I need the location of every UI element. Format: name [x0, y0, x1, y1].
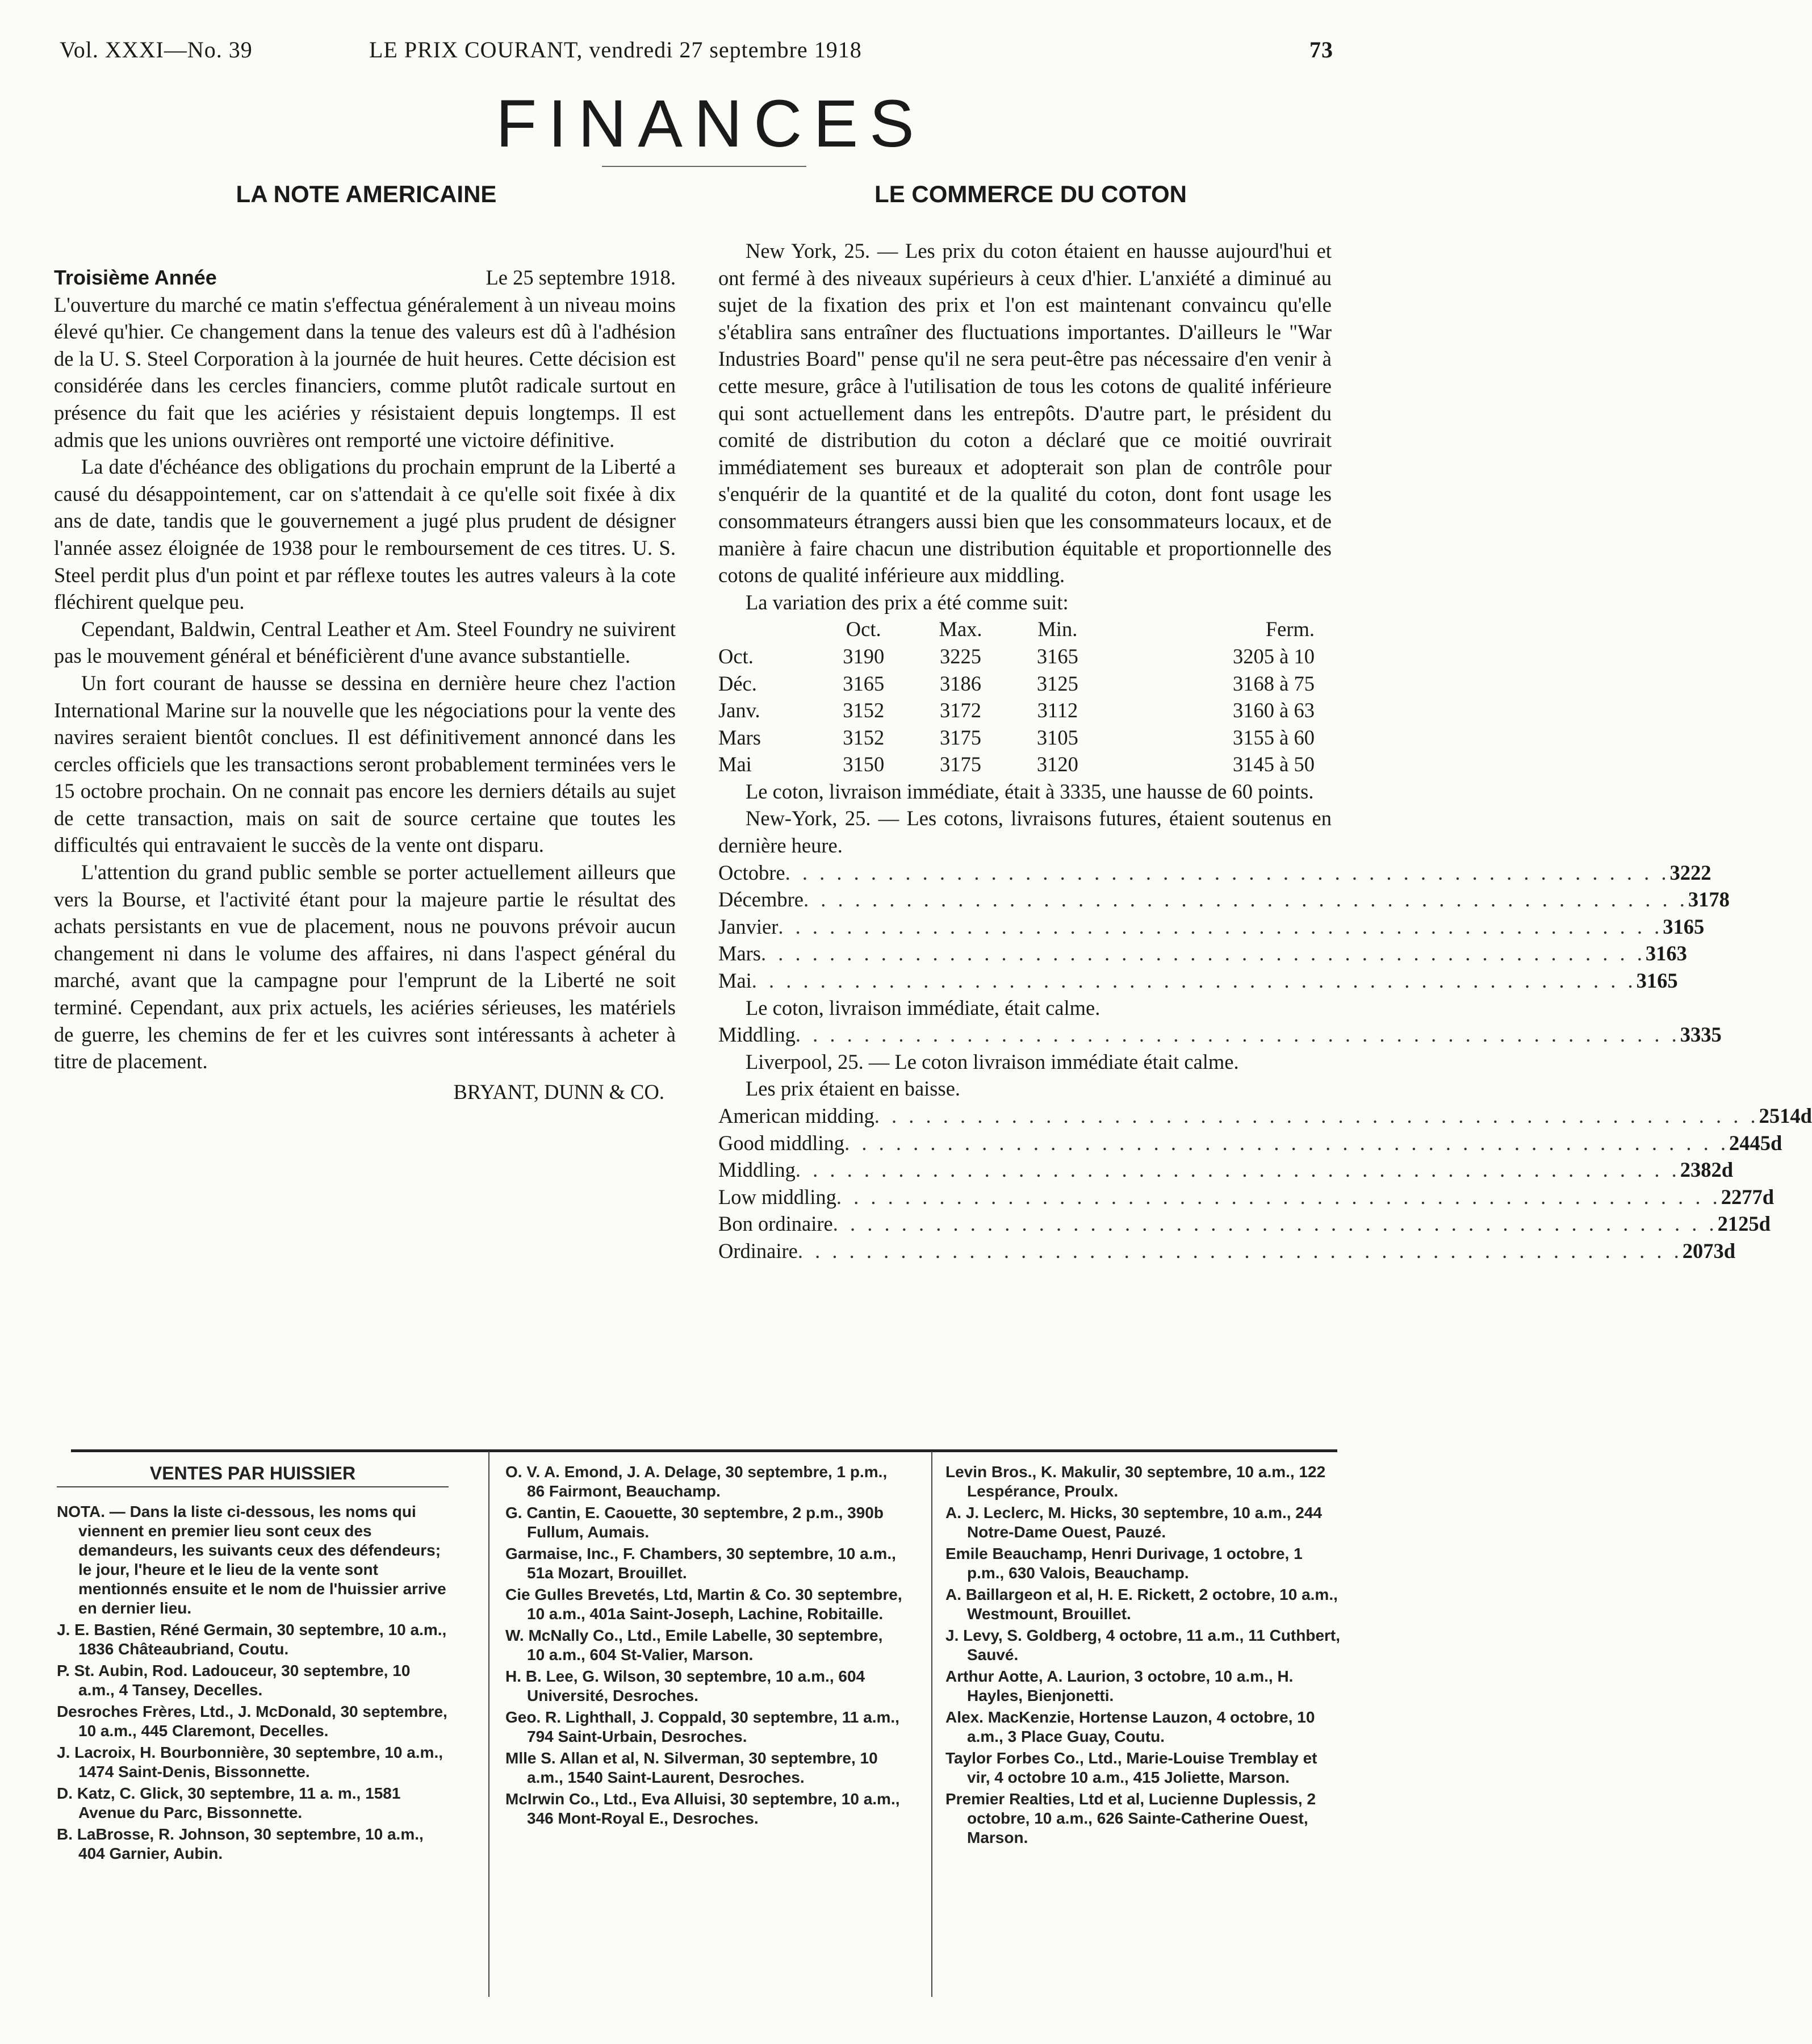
- table-header-row: [718, 616, 1332, 643]
- dot-leader: . . . . . . . . . . . . . . . . . . . . . . . . . . . . . . . . . . . . . . . . . . . . . . . . . . . .: [761, 942, 1646, 965]
- page-number: 73: [1309, 37, 1333, 62]
- dot-leader: . . . . . . . . . . . . . . . . . . . . . . . . . . . . . . . . . . . . . . . . . . . . . . . . . . . .: [795, 1023, 1680, 1047]
- futures-value: 3165: [1636, 969, 1678, 993]
- paragraph: Le coton, livraison immédiate, était calme.: [746, 996, 1100, 1019]
- publication-line: LE PRIX COURANT, vendredi 27 septembre 1918: [369, 37, 862, 62]
- paragraph: L'ouverture du marché ce matin s'effectua généralement à un niveau moins élevé qu'hier. Ce changement dans la tenue des valeurs est dû à l'adhésion de la U. S. Steel Corporation à la journée de huit heures. Cette décision est considérée dans les cercles financiers, comme plutôt radicale surtout en présence du fait que les aciéries y résistaient depuis longtemps. Il est admis que les unions ouvrières ont remporté une victoire définitive.: [54, 292, 676, 452]
- futures-value: 3178: [1688, 888, 1730, 912]
- middling-label: Middling: [718, 1023, 796, 1047]
- futures-value: 3165: [1663, 914, 1705, 938]
- paragraph: L'attention du grand public semble se porter actuellement ailleurs que vers la Bourse, et l'activité étant pour la majeure partie le résultat des achats persistants en vue de placement, nous ne pouvons prévoir aucun changement ni dans le volume des affaires, ni dans l'aspect général du marché, avant que la campagne pour l'emprunt de la Liberté ne soit terminé. Cependant, aux prix actuels, les aciéries sérieuses, les matériels de guerre, les chemins de fer et les cuivres sont intéressants à acheter à titre de placement.: [54, 860, 676, 1073]
- list-item: H. B. Lee, G. Wilson, 30 septembre, 10 a.m., 604 Université, Desroches.: [505, 1667, 865, 1704]
- paragraph: New York, 25. — Les prix du coton étaient en hausse aujourd'hui et ont fermé à des niveaux supérieurs à ceux d'hier. L'anxiété a diminué au sujet de la fixation des prix et l'on est maintenant convaincu qu'elle s'établira sans entraîner des fluctuations importantes. D'ailleurs le "War Industries Board" pense qu'il ne sera peut-être pas nécessaire d'en venir à cette mesure, grâce à l'utilisation de tous les cotons de qualité inférieure qui sont actuellement dans les entrepôts. D'autre part, le président du comité de distribution du coton a déclaré que ce moitié ouvrirait immédiatement ses bureaux et adopterait son plan de contrôle pour s'enquérir de la quantité et de la qualité du coton, dont font usage les consommateurs étrangers aussi bien que les consommateurs locaux, et de manière à faire chacun une distribution équitable et proportionnelle des cotons de qualité inférieure aux middling.: [718, 239, 1332, 587]
- futures-value: 3222: [1669, 860, 1711, 884]
- list-item: J. Lacroix, H. Bourbonnière, 30 septembre, 10 a.m., 1474 Saint-Denis, Bissonnette.: [57, 1744, 443, 1780]
- table-cell: Mars: [718, 725, 761, 749]
- table-row: [718, 643, 1332, 670]
- ventes-column-1: [57, 1462, 449, 1866]
- futures-label: Mars: [718, 942, 761, 965]
- list-item: J. Levy, S. Goldberg, 4 octobre, 11 a.m., 11 Cuthbert, Sauvé.: [945, 1627, 1341, 1663]
- liverpool-label: Middling: [718, 1158, 796, 1182]
- liverpool-label: American midding: [718, 1104, 874, 1127]
- list-item: D. Katz, C. Glick, 30 septembre, 11 a. m., 1581 Avenue du Parc, Bissonnette.: [57, 1784, 401, 1821]
- futures-label: Décembre: [718, 888, 804, 912]
- table-cell: 3165: [1036, 644, 1078, 668]
- liverpool-label: Bon ordinaire: [718, 1212, 833, 1236]
- table-cell: 3190: [843, 644, 885, 668]
- table-cell: 3150: [843, 753, 885, 776]
- liverpool-label: Low middling: [718, 1185, 836, 1209]
- list-item: Levin Bros., K. Makulir, 30 septembre, 10 a.m., 122 Lespérance, Proulx.: [945, 1463, 1326, 1500]
- table-header-cell: Ferm.: [1265, 617, 1315, 641]
- section-title: FINANCES: [496, 86, 926, 161]
- table-cell: 3152: [843, 699, 885, 722]
- left-article: [54, 264, 676, 1105]
- paragraph: Les prix étaient en baisse.: [746, 1077, 961, 1101]
- right-article-heading: LE COMMERCE DU COTON: [874, 181, 1187, 207]
- futures-row: [718, 913, 1705, 941]
- dot-leader: . . . . . . . . . . . . . . . . . . . . . . . . . . . . . . . . . . . . . . . . . . . . . . . . . . . .: [836, 1185, 1721, 1209]
- table-row: [718, 724, 1332, 751]
- table-cell: 3160 à 63: [1233, 699, 1315, 722]
- ventes-column-3: [945, 1462, 1343, 1850]
- list-item: W. McNally Co., Ltd., Emile Labelle, 30 septembre, 10 a.m., 604 St-Valier, Marson.: [505, 1627, 883, 1663]
- ventes-title: VENTES PAR HUISSIER: [57, 1462, 449, 1487]
- table-header-cell: Max.: [939, 617, 982, 641]
- list-item: G. Cantin, E. Caouette, 30 septembre, 2 p.m., 390b Fullum, Aumais.: [505, 1504, 884, 1541]
- list-item: Desroches Frères, Ltd., J. McDonald, 30 septembre, 10 a.m., 445 Claremont, Decelles.: [57, 1703, 447, 1740]
- table-cell: 3145 à 50: [1233, 753, 1315, 776]
- dot-leader: . . . . . . . . . . . . . . . . . . . . . . . . . . . . . . . . . . . . . . . . . . . . . . . . . . . .: [797, 1239, 1683, 1263]
- dateline: [54, 264, 676, 291]
- list-item: O. V. A. Emond, J. A. Delage, 30 septembre, 1 p.m., 86 Fairmont, Beauchamp.: [505, 1463, 888, 1500]
- liverpool-value: 2445d: [1729, 1131, 1782, 1155]
- table-header-cell: [718, 616, 816, 643]
- dot-leader: . . . . . . . . . . . . . . . . . . . . . . . . . . . . . . . . . . . . . . . . . . . . . . . . . . . .: [751, 969, 1637, 993]
- futures-value: 3163: [1645, 942, 1687, 965]
- table-cell: 3120: [1036, 753, 1078, 776]
- list-item: Mlle S. Allan et al, N. Silverman, 30 septembre, 10 a.m., 1540 Saint-Laurent, Desroches.: [505, 1749, 878, 1786]
- running-header: [60, 36, 1333, 70]
- table-cell: 3125: [1036, 671, 1078, 695]
- liverpool-value: 2382d: [1680, 1158, 1734, 1182]
- article-signature: BRYANT, DUNN & CO.: [453, 1080, 664, 1103]
- paragraph: Le coton, livraison immédiate, était à 3335, une hausse de 60 points.: [746, 779, 1314, 803]
- list-item: Cie Gulles Brevetés, Ltd, Martin & Co. 30 septembre, 10 a.m., 401a Saint-Joseph, Lachine, Robitaille.: [505, 1586, 902, 1623]
- liverpool-row: [718, 1130, 1782, 1157]
- ventes-nota: NOTA. — Dans la liste ci-dessous, les noms qui viennent en premier lieu sont ceux des demandeurs, les suivants ceux des défendeurs; le jour, l'heure et le lieu de la vente sont mentionnés ensuite et le nom de l'huissier arrive en dernier lieu.: [57, 1503, 446, 1617]
- table-cell: Oct.: [718, 644, 754, 668]
- table-cell: 3175: [940, 725, 982, 749]
- table-header-cell: Oct.: [846, 617, 881, 641]
- list-item: Emile Beauchamp, Henri Durivage, 1 octobre, 1 p.m., 630 Valois, Beauchamp.: [945, 1545, 1303, 1582]
- list-item: Alex. MacKenzie, Hortense Lauzon, 4 octobre, 10 a.m., 3 Place Guay, Coutu.: [945, 1708, 1315, 1745]
- table-cell: 3112: [1037, 699, 1078, 722]
- title-rule: [602, 166, 806, 167]
- futures-row: [718, 940, 1687, 967]
- liverpool-label: Good middling: [718, 1131, 845, 1155]
- dot-leader: . . . . . . . . . . . . . . . . . . . . . . . . . . . . . . . . . . . . . . . . . . . . . . . . . . . .: [785, 860, 1670, 884]
- middling-row: [718, 1021, 1722, 1048]
- liverpool-row: [718, 1210, 1771, 1238]
- middling-value: 3335: [1680, 1023, 1722, 1047]
- list-item: J. E. Bastien, Réné Germain, 30 septembre, 10 a.m., 1836 Châteaubriand, Coutu.: [57, 1621, 447, 1658]
- article-subheading: Troisième Année: [54, 266, 217, 289]
- paragraph: La date d'échéance des obligations du prochain emprunt de la Liberté a causé du désappointement, car on s'attendait à ce qu'elle soit fixée à dix ans de date, tandis que le gouvernement a jugé plus prudent de désigner l'année assez éloignée de 1938 pour le remboursement de ces titres. U. S. Steel perdit plus d'un point et par réflexe toutes les autres valeurs à la cote fléchirent quelque peu.: [54, 455, 676, 614]
- liverpool-row: [718, 1184, 1775, 1211]
- paragraph: Cependant, Baldwin, Central Leather et Am. Steel Foundry ne suivirent pas le mouvement général et bénéficièrent d'une avance substantielle.: [54, 617, 676, 668]
- paragraph: New-York, 25. — Les cotons, livraisons futures, étaient soutenus en dernière heure.: [718, 806, 1332, 858]
- dot-leader: . . . . . . . . . . . . . . . . . . . . . . . . . . . . . . . . . . . . . . . . . . . . . . . . . . . .: [844, 1131, 1729, 1155]
- column-rule: [488, 1452, 489, 1997]
- left-article-heading: LA NOTE AMERICAINE: [236, 181, 497, 207]
- table-cell: 3225: [940, 644, 982, 668]
- table-cell: 3152: [843, 725, 885, 749]
- list-item: A. Baillargeon et al, H. E. Rickett, 2 octobre, 10 a.m., Westmount, Brouillet.: [945, 1586, 1338, 1623]
- table-cell: 3172: [940, 699, 982, 722]
- table-cell: 3155 à 60: [1233, 725, 1315, 749]
- dot-leader: . . . . . . . . . . . . . . . . . . . . . . . . . . . . . . . . . . . . . . . . . . . . . . . . . . . .: [803, 888, 1688, 912]
- volume-number: Vol. XXXI—No. 39: [60, 37, 253, 62]
- dot-leader: . . . . . . . . . . . . . . . . . . . . . . . . . . . . . . . . . . . . . . . . . . . . . . . . . . . .: [874, 1104, 1759, 1127]
- list-item: Garmaise, Inc., F. Chambers, 30 septembre, 10 a.m., 51a Mozart, Brouillet.: [505, 1545, 896, 1582]
- table-header-cell: Min.: [1037, 617, 1078, 641]
- futures-label: Mai: [718, 969, 752, 993]
- paragraph: La variation des prix a été comme suit:: [746, 590, 1069, 614]
- table-row: [718, 670, 1332, 697]
- section-divider: [71, 1449, 1337, 1452]
- list-item: Geo. R. Lighthall, J. Coppald, 30 septembre, 11 a.m., 794 Saint-Urbain, Desroches.: [505, 1708, 899, 1745]
- table-cell: 3205 à 10: [1233, 644, 1315, 668]
- list-item: Arthur Aotte, A. Laurion, 3 octobre, 10 a.m., H. Hayles, Bienjonetti.: [945, 1667, 1294, 1704]
- paragraph: Liverpool, 25. — Le coton livraison immédiate était calme.: [746, 1050, 1239, 1073]
- table-row: [718, 751, 1332, 778]
- list-item: Taylor Forbes Co., Ltd., Marie-Louise Tremblay et vir, 4 octobre 10 a.m., 415 Joliette, Marson.: [945, 1749, 1317, 1786]
- futures-row: [718, 859, 1711, 887]
- dot-leader: . . . . . . . . . . . . . . . . . . . . . . . . . . . . . . . . . . . . . . . . . . . . . . . . . . . .: [795, 1158, 1680, 1182]
- liverpool-value: 2073d: [1682, 1239, 1736, 1263]
- dot-leader: . . . . . . . . . . . . . . . . . . . . . . . . . . . . . . . . . . . . . . . . . . . . . . . . . . . .: [778, 914, 1663, 938]
- list-item: Premier Realties, Ltd et al, Lucienne Duplessis, 2 octobre, 10 a.m., 626 Sainte-Catherine Ouest, Marson.: [945, 1790, 1316, 1846]
- list-item: P. St. Aubin, Rod. Ladouceur, 30 septembre, 10 a.m., 4 Tansey, Decelles.: [57, 1662, 411, 1699]
- list-item: B. LaBrosse, R. Johnson, 30 septembre, 10 a.m., 404 Garnier, Aubin.: [57, 1825, 424, 1862]
- column-rule: [931, 1452, 932, 1997]
- table-cell: 3105: [1036, 725, 1078, 749]
- futures-row: [718, 886, 1730, 913]
- table-cell: Mai: [718, 753, 752, 776]
- liverpool-row: [718, 1102, 1812, 1130]
- table-cell: 3175: [940, 753, 982, 776]
- table-row: [718, 697, 1332, 724]
- liverpool-value: 2125d: [1717, 1212, 1771, 1236]
- list-item: McIrwin Co., Ltd., Eva Alluisi, 30 septembre, 10 a.m., 346 Mont-Royal E., Desroches.: [505, 1790, 900, 1827]
- futures-label: Octobre: [718, 860, 785, 884]
- table-cell: Janv.: [718, 699, 760, 722]
- right-article: [718, 237, 1812, 1265]
- table-cell: 3165: [843, 671, 885, 695]
- article-date: Le 25 septembre 1918.: [486, 266, 676, 289]
- liverpool-row: [718, 1156, 1734, 1184]
- liverpool-value: 2277d: [1721, 1185, 1775, 1209]
- list-item: A. J. Leclerc, M. Hicks, 30 septembre, 10 a.m., 244 Notre-Dame Ouest, Pauzé.: [945, 1504, 1323, 1541]
- dot-leader: . . . . . . . . . . . . . . . . . . . . . . . . . . . . . . . . . . . . . . . . . . . . . . . . . . . .: [832, 1212, 1718, 1236]
- futures-label: Janvier: [718, 914, 779, 938]
- futures-row: [718, 967, 1678, 994]
- liverpool-row: [718, 1238, 1736, 1265]
- liverpool-value: 2514d: [1759, 1104, 1812, 1127]
- table-cell: 3168 à 75: [1233, 671, 1315, 695]
- liverpool-label: Ordinaire: [718, 1239, 798, 1263]
- ventes-column-2: [505, 1462, 903, 1830]
- table-cell: 3186: [940, 671, 982, 695]
- table-cell: Déc.: [718, 671, 757, 695]
- price-variation-table: [718, 616, 1332, 778]
- paragraph: Un fort courant de hausse se dessina en dernière heure chez l'action International Marine sur la nouvelle que les négociations pour la vente des navires seraient bientôt conclues. Il est définitivement annoncé dans les cercles officiels que les transactions seront probablement terminées vers le 15 octobre prochain. On ne connait pas encore les derniers détails au sujet de cette transaction, mais on sait de source certaine que toutes les difficultés qui entravaient le succès de la vente ont disparu.: [54, 671, 676, 857]
